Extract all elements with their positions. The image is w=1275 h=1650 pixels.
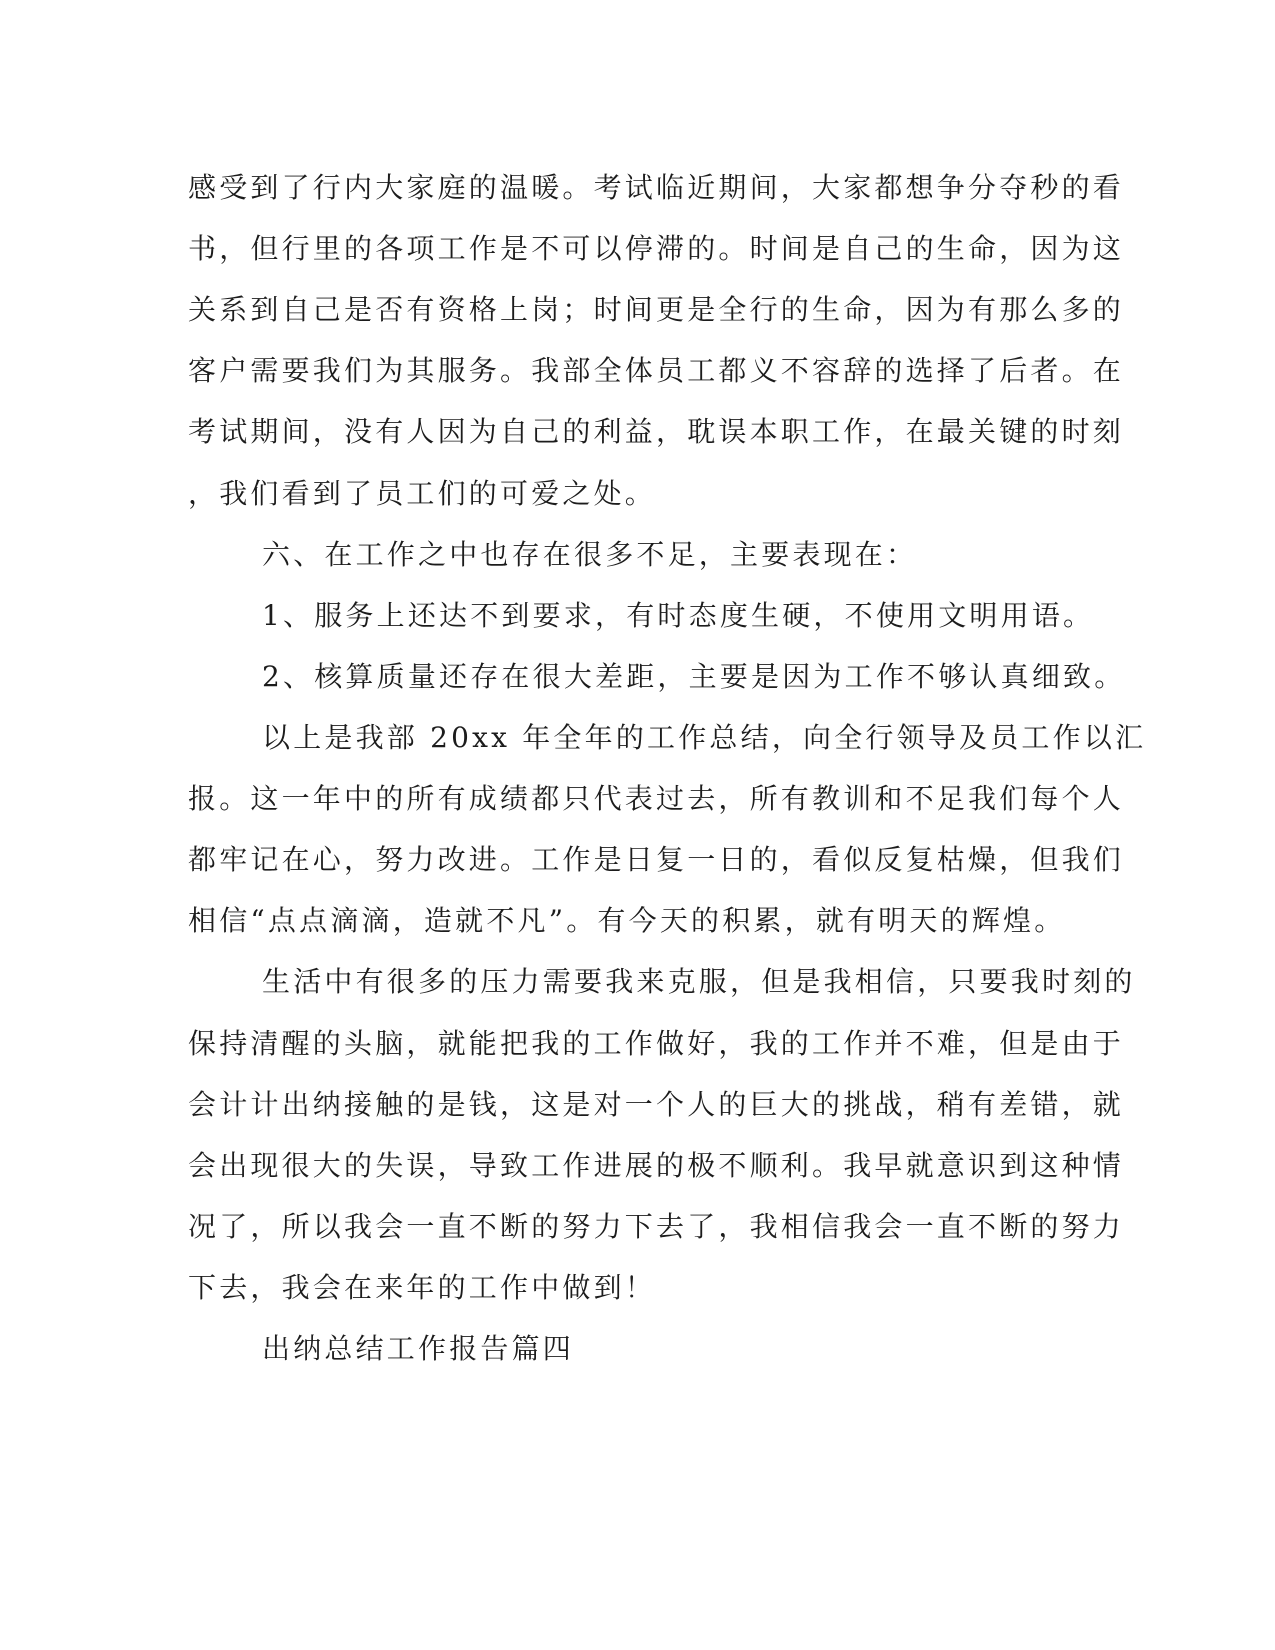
text-line: 都牢记在心，努力改进。工作是日复一日的，看似反复枯燥，但我们	[188, 843, 1125, 876]
text-line: ，我们看到了员工们的可爱之处。	[188, 477, 657, 510]
text-line: 会计计出纳接触的是钱，这是对一个人的巨大的挑战，稍有差错，就	[188, 1088, 1125, 1121]
text-line: 客户需要我们为其服务。我部全体员工都义不容辞的选择了后者。在	[188, 354, 1125, 387]
section-title: 出纳总结工作报告篇四	[262, 1332, 575, 1365]
text-line: 相信“点点滴滴，造就不凡”。有今天的积累，就有明天的辉煌。	[188, 904, 1066, 937]
text-line: 保持清醒的头脑，就能把我的工作做好，我的工作并不难，但是由于	[188, 1027, 1125, 1060]
text-line: 考试期间，没有人因为自己的利益，耽误本职工作，在最关键的时刻	[188, 415, 1125, 448]
text-line: 下去，我会在来年的工作中做到！	[188, 1271, 657, 1304]
list-item: 2、核算质量还存在很大差距，主要是因为工作不够认真细致。	[262, 660, 1126, 693]
text-line: 况了，所以我会一直不断的努力下去了，我相信我会一直不断的努力	[188, 1210, 1125, 1243]
text-line: 感受到了行内大家庭的温暖。考试临近期间，大家都想争分夺秒的看	[188, 171, 1125, 204]
section-heading: 六、在工作之中也存在很多不足，主要表现在：	[262, 538, 918, 571]
text-line: 书，但行里的各项工作是不可以停滞的。时间是自己的生命，因为这	[188, 232, 1125, 265]
text-line: 关系到自己是否有资格上岗；时间更是全行的生命，因为有那么多的	[188, 293, 1125, 326]
text-line: 以上是我部 20xx 年全年的工作总结，向全行领导及员工作以汇	[262, 721, 1147, 754]
text-line: 会出现很大的失误，导致工作进展的极不顺利。我早就意识到这种情	[188, 1149, 1125, 1182]
list-item: 1、服务上还达不到要求，有时态度生硬，不使用文明用语。	[262, 599, 1095, 632]
text-line: 生活中有很多的压力需要我来克服，但是我相信，只要我时刻的	[262, 965, 1136, 998]
text-line: 报。这一年中的所有成绩都只代表过去，所有教训和不足我们每个人	[188, 782, 1125, 815]
